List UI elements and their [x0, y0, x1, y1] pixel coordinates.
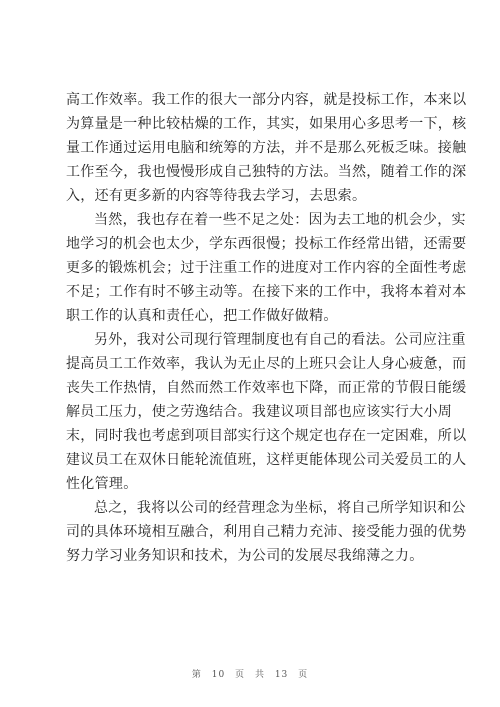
text-line: 量工作通过运用电脑和统筹的方法，并不是那么死板乏味。接触: [66, 140, 467, 156]
text-line: 高工作效率。我工作的很大一部分内容，就是投标工作，本来以: [66, 92, 467, 108]
text-line: 为算量是一种比较枯燥的工作，其实，如果用心多思考一下，核: [66, 116, 467, 132]
text-line: 更多的锻炼机会；过于注重工作的进度对工作内容的全面性考虑: [66, 260, 467, 276]
page-footer: [0, 667, 500, 680]
text-line: 提高员工工作效率，我认为无止尽的上班只会让人身心疲惫，而: [66, 356, 467, 372]
text-line: 建议员工在双休日能轮流值班，这样更能体现公司关爱员工的人: [66, 452, 467, 468]
page-word: 第: [191, 670, 202, 680]
text-line: 丧失工作热情，自然而然工作效率也下降，而正常的节假日能缓: [66, 380, 467, 396]
document-body: [66, 88, 467, 568]
text-line: 努力学习业务知识和技术，为公司的发展尽我绵薄之力。: [66, 548, 424, 564]
text-line: 末，同时我也考虑到项目部实行这个规定也存在一定困难，所以: [66, 428, 467, 444]
paragraph-2: [66, 208, 467, 328]
paragraph-4: [66, 496, 467, 568]
text-line: 司的具体环境相互融合，利用自己精力充沛、接受能力强的优势: [66, 524, 467, 540]
text-line: 总之，我将以公司的经营理念为坐标，将自己所学知识和公: [94, 500, 466, 516]
text-line: 当然，我也存在着一些不足之处：因为去工地的机会少，实: [94, 212, 466, 228]
text-line: 解员工压力，使之劳逸结合。我建议项目部也应该实行大小周: [66, 404, 453, 420]
total-pages-number: 13: [274, 670, 289, 680]
text-line: 不足；工作有时不够主动等。在接下来的工作中，我将本着对本: [66, 284, 467, 300]
page-unit: 页: [235, 670, 246, 680]
text-line: 性化管理。: [66, 476, 138, 492]
total-word: 共: [254, 670, 265, 680]
paragraph-3: [66, 328, 467, 496]
text-line: 职工作的认真和责任心，把工作做好做精。: [66, 308, 338, 324]
paragraph-1: [66, 88, 467, 208]
current-page-number: 10: [211, 670, 226, 680]
text-line: 另外，我对公司现行管理制度也有自己的看法。公司应注重: [94, 332, 466, 348]
text-line: 工作至今，我也慢慢形成自己独特的方法。当然，随着工作的深: [66, 164, 467, 180]
text-line: 入，还有更多新的内容等待我去学习，去思索。: [66, 188, 367, 204]
total-unit: 页: [298, 670, 309, 680]
text-line: 地学习的机会也太少，学东西很慢；投标工作经常出错，还需要: [66, 236, 467, 252]
